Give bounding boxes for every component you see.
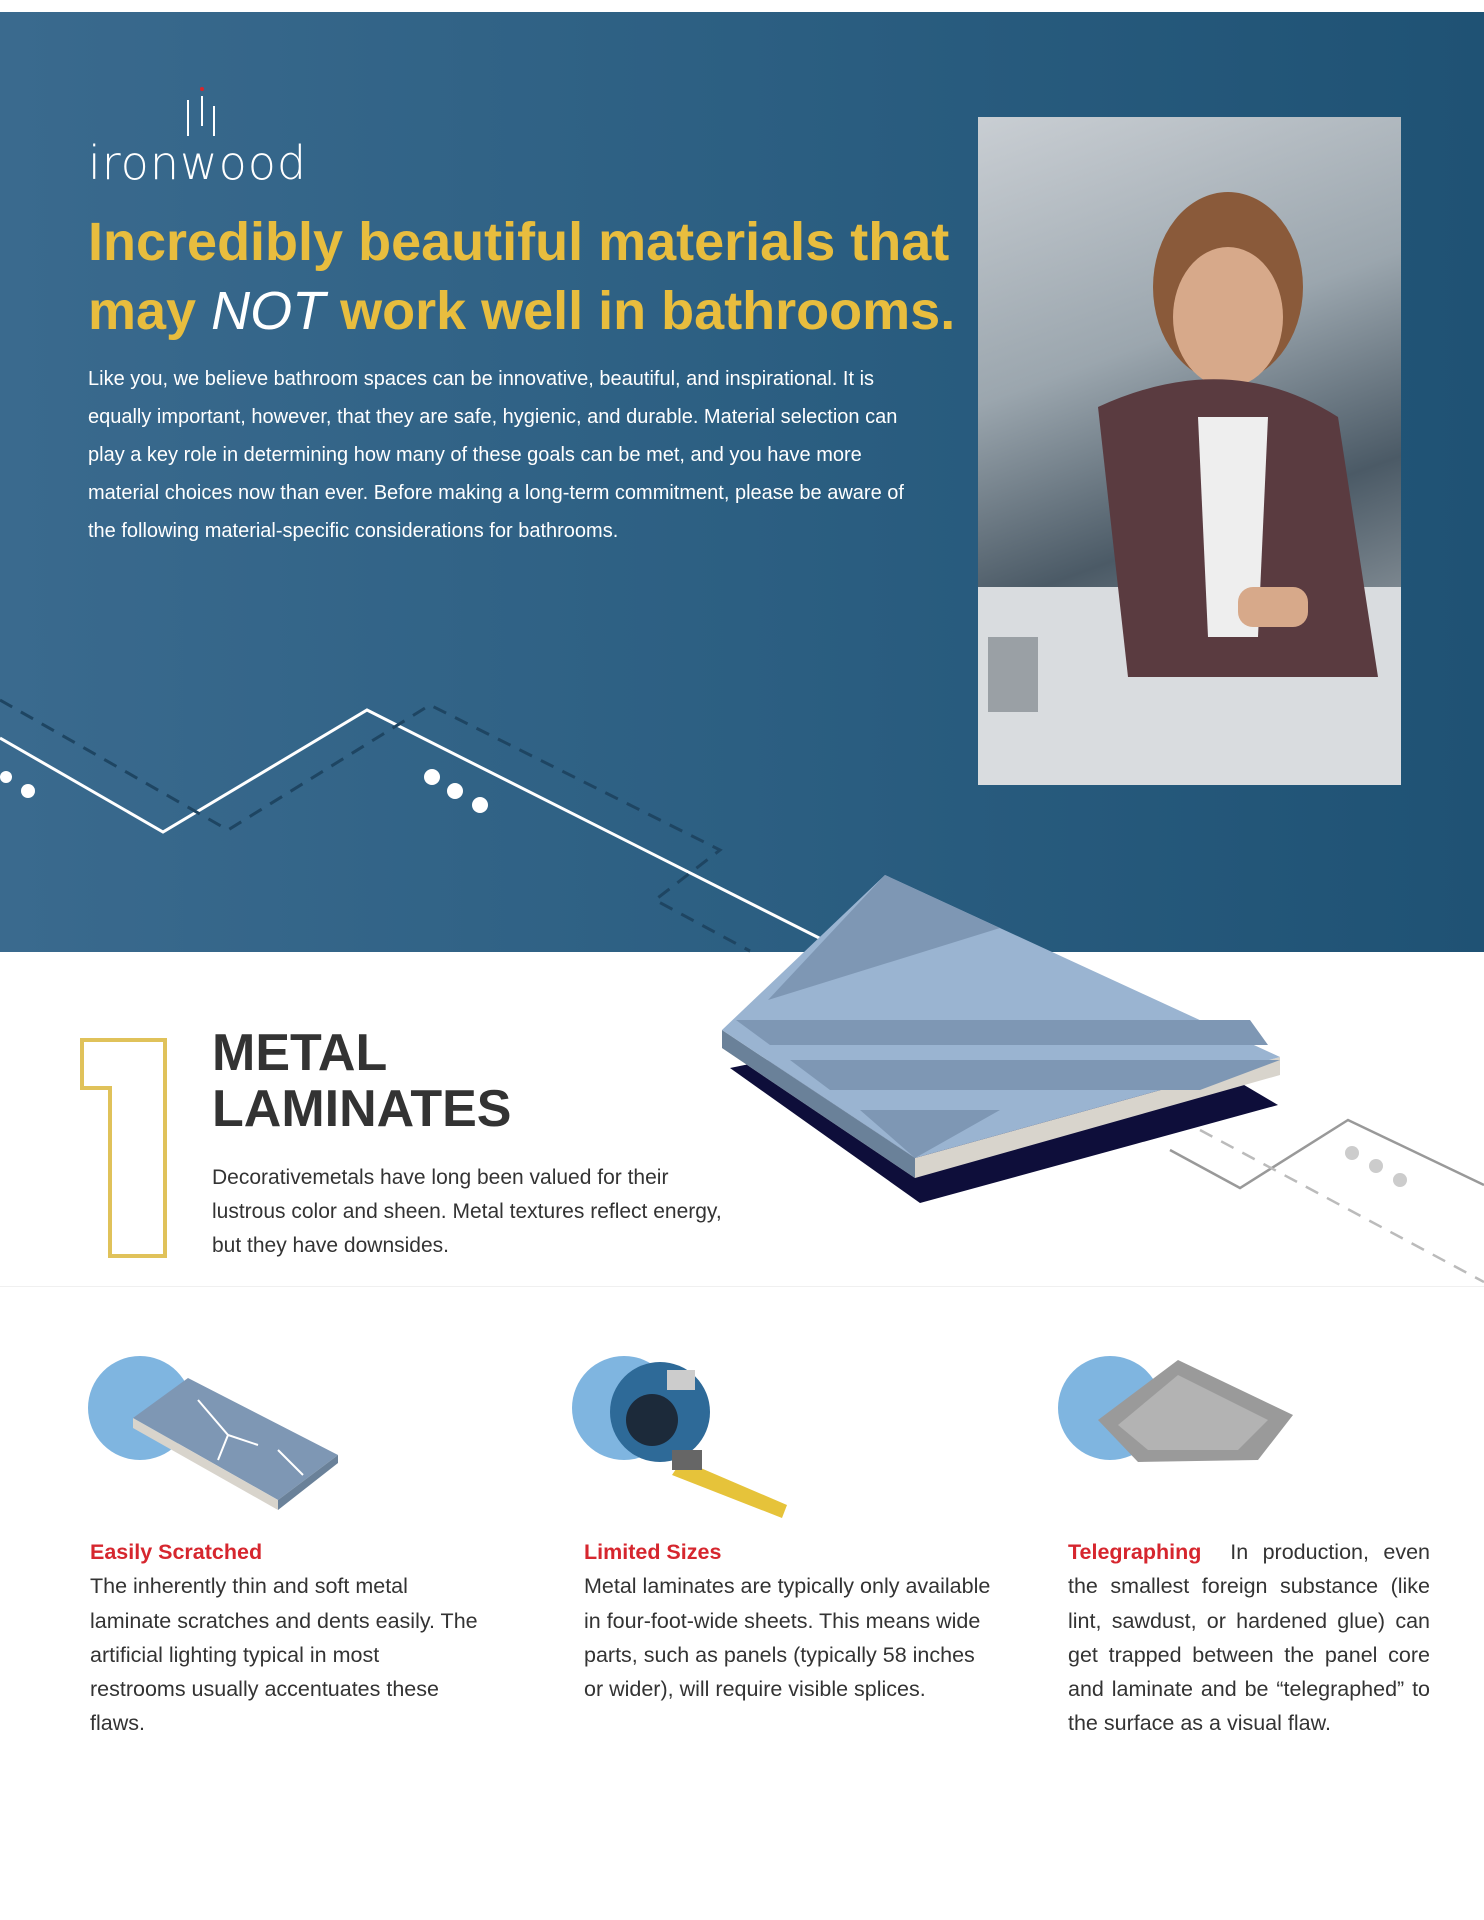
divider: [0, 1286, 1484, 1287]
section-number-outline: [80, 1038, 170, 1258]
headline-text-end: work well in bathrooms.: [325, 281, 956, 341]
headline-text: Incredibly beautiful materials that may: [88, 212, 950, 341]
scratched-panel-icon: [88, 1350, 348, 1510]
item-title: Limited Sizes: [584, 1540, 722, 1564]
hero-text-block: [88, 208, 958, 550]
ironwood-logo-icon: [184, 86, 224, 138]
item-title: Easily Scratched: [90, 1540, 263, 1564]
page-headline: [88, 208, 958, 346]
section-title: [212, 1025, 732, 1137]
brand-logo-text: ironwood: [88, 136, 308, 190]
metal-tile-illustration: [722, 875, 1280, 1203]
item-limited-sizes: [584, 1535, 994, 1706]
designer-photo: [978, 117, 1401, 785]
section-title-line1: METAL: [212, 1024, 388, 1082]
intro-paragraph: Like you, we believe bathroom spaces can be innovative, beautiful, and inspirational. It is equally important, however, that they are safe, hygienic, and durable. Material selection can play a key role in determining how many of these goals can be met, and you have more material choices now than ever. Before making a long-term commitment, please be aware of the following material-specific considerations for bathrooms.: [88, 368, 904, 542]
item-title: Telegraphing: [1068, 1540, 1202, 1564]
item-telegraphing: [1068, 1535, 1430, 1741]
section-description: Decorativemetals have long been valued for their lustrous color and sheen. Metal textures reflect energy, but they have downsides.: [212, 1166, 722, 1257]
item-body: The inherently thin and soft metal laminate scratches and dents easily. The artificial lighting typical in most restrooms usually accentuates these flaws.: [90, 1574, 478, 1736]
section-title-line2: LAMINATES: [212, 1080, 512, 1138]
item-easily-scratched: [90, 1535, 480, 1741]
tape-measure-icon: [572, 1350, 802, 1520]
section-text-block: [212, 1025, 732, 1263]
item-body: In production, even the smallest foreign substance (like lint, sawdust, or hardened glue) can get trapped between the panel core and laminate and be “telegraphed” to the surface as a visual flaw.: [1068, 1540, 1430, 1736]
debris-pile-icon: [1058, 1350, 1298, 1500]
headline-emphasis: NOT: [211, 281, 326, 341]
item-body: Metal laminates are typically only available in four-foot-wide sheets. This means wide parts, such as panels (typically 58 inches or wider), will require visible splices.: [584, 1574, 991, 1702]
